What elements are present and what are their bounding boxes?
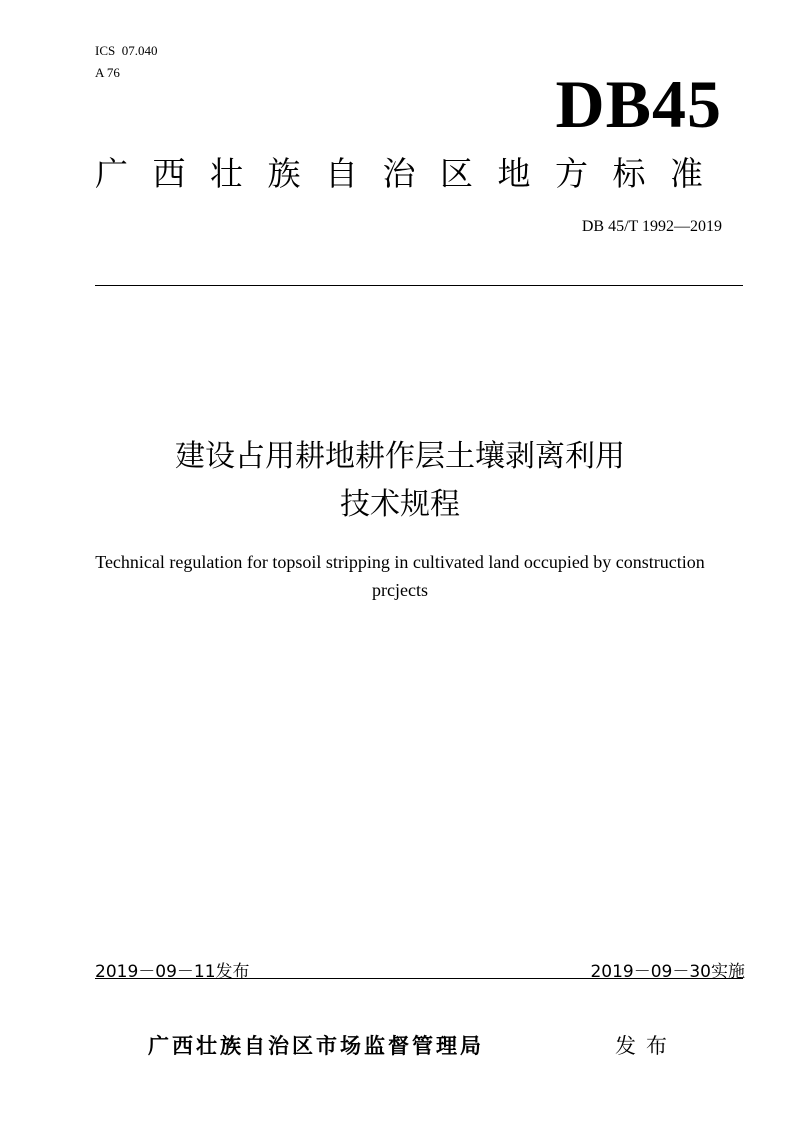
issuing-authority: 广西壮族自治区市场监督管理局 bbox=[148, 1034, 484, 1058]
standard-number: DB 45/T 1992—2019 bbox=[581, 218, 722, 235]
english-title bbox=[70, 548, 730, 604]
ics-code: ICS 07.040 bbox=[95, 43, 158, 58]
top-divider bbox=[95, 285, 743, 286]
title-line-2: 技术规程 bbox=[340, 487, 460, 522]
db-logo: DB45 bbox=[555, 66, 722, 142]
publish-date: 2019－09－11发布 bbox=[95, 962, 250, 982]
classification-codes bbox=[95, 40, 157, 84]
english-title-line-1: Technical regulation for topsoil stripping in cultivated land occupied by construction bbox=[95, 552, 705, 572]
english-title-line-2: prcjects bbox=[372, 580, 428, 600]
standard-type-title: 广西壮族自治区地方标准 bbox=[95, 154, 728, 193]
title-line-1: 建设占用耕地耕作层土壤剥离利用 bbox=[175, 439, 625, 474]
issue-label: 发布 bbox=[615, 1034, 677, 1058]
document-title bbox=[0, 433, 800, 529]
ccs-code: A 76 bbox=[95, 65, 120, 80]
implement-date: 2019－09－30实施 bbox=[590, 962, 745, 982]
bottom-divider bbox=[95, 978, 743, 979]
